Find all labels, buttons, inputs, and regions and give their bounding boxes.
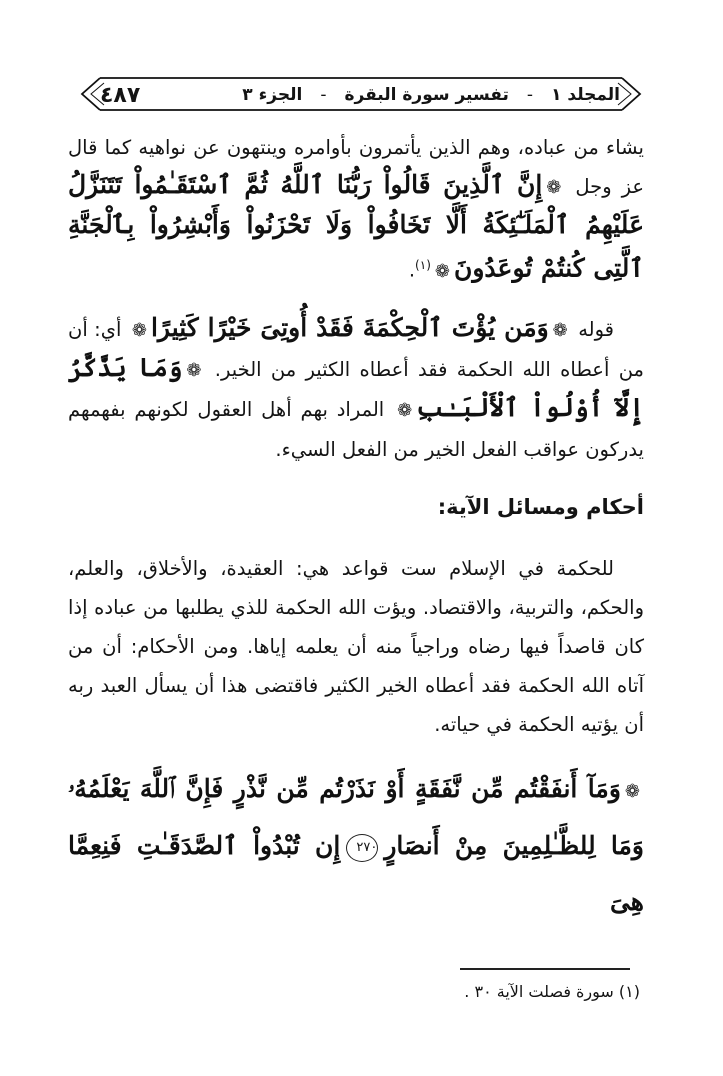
quran-verse: إِن تُبْدُواْ ٱلصَّدَقَـٰتِ فَنِعِمَّا هِىَ bbox=[68, 830, 644, 916]
page-number: ٤٨٧ bbox=[100, 82, 141, 108]
section-heading: أحكام ومسائل الآية: bbox=[437, 494, 644, 519]
sentence-end: . bbox=[408, 258, 416, 282]
footnote: (١) سورة فصلت الآية ٣٠ . bbox=[464, 982, 640, 1001]
header-book-title: تفسير سورة البقرة bbox=[344, 85, 509, 105]
verse-open-ornament: ❁ bbox=[186, 359, 202, 381]
footnote-divider bbox=[460, 968, 630, 970]
verse-number-marker: ٢٧٠ bbox=[346, 834, 378, 862]
quran-verse: وَمَن يُؤْتَ ٱلْحِكْمَةَ فَقَدْ أُوتِىَ خَيْرًا كَثِيرًا bbox=[150, 312, 549, 342]
quran-verse: إِنَّ ٱلَّذِينَ قَالُواْ رَبُّنَا ٱللَّهُ ثُمَّ ٱسْتَقَـٰمُواْ تَتَنَزَّلُ عَلَيْهِمُ ٱلْمَلَـٰٓئِكَةُ أَلَّا تَخَافُواْ وَلَا تَحْزَنُواْ وَأَبْشِرُواْ بِٱلْجَنَّةِ ٱلَّتِى كُنتُمْ تُوعَدُونَ bbox=[68, 170, 644, 283]
paragraph-3: للحكمة في الإسلام ست قواعد هي: العقيدة، والأخلاق، والعلم، والحكم، والتربية، والاقتصاد. ويؤت الله الحكمة للذي يطلبها من عباده إذا كان قاصداً فيها رضاه وراجياً منه أن يعلمه إياها. ومن الأحكام: أن من آتاه الله الحكمة فقد أعطاه الخير الكثير فاقتضى هذا أن يسأل العبد ربه أن يؤتيه الحكمة في حياته. bbox=[68, 556, 644, 736]
verse-open-ornament: ❁ bbox=[552, 319, 568, 341]
paragraph-1-prose: يشاء من عباده، وهم الذين يأتمرون بأوامره وينتهون عن نواهيه كما قال عز وجل bbox=[68, 136, 644, 198]
header-separator: - bbox=[526, 85, 534, 105]
header-volume: المجلد ١ bbox=[551, 85, 620, 105]
paragraph-1 bbox=[68, 128, 644, 291]
paragraph-2 bbox=[68, 310, 644, 469]
verse-open-ornament: ❁ bbox=[624, 780, 640, 802]
paragraph-2-prose-2: المراد بهم أهل العقول لكونهم بفهمهم يدركون عواقب الفعل الخير من الفعل السيء. bbox=[68, 397, 644, 461]
paragraph-2-intro: قوله bbox=[578, 317, 614, 341]
verse-close-ornament: ❁ bbox=[397, 399, 413, 421]
verse-block bbox=[68, 763, 644, 932]
header-part: الجزء ٣ bbox=[242, 85, 303, 105]
verse-close-ornament: ❁ bbox=[434, 260, 450, 282]
footnote-reference: (١) bbox=[415, 258, 431, 272]
quran-verse: وَمَا يَذَّكَّرُ إِلَّآ أُوْلُواْ ٱلْأَلْبَـٰبِ bbox=[68, 352, 644, 422]
header-separator: - bbox=[320, 85, 327, 105]
verse-open-ornament: ❁ bbox=[546, 177, 562, 198]
page-body bbox=[68, 128, 644, 951]
paragraph-2-prose: أي: أن من أعطاه الله الحكمة فقد أعطاه الكثير من الخير. bbox=[68, 317, 644, 381]
verse-close-ornament: ❁ bbox=[131, 319, 147, 341]
quran-verse: وَمَآ أَنفَقْتُم مِّن نَّفَقَةٍ أَوْ نَذَرْتُم مِّن نَّذْرٍ فَإِنَّ ٱللَّهَ يَعْلَمُهُۥ وَمَا لِلظَّـٰلِمِينَ مِنْ أَنصَارٍ bbox=[68, 773, 644, 860]
running-header bbox=[100, 78, 620, 112]
